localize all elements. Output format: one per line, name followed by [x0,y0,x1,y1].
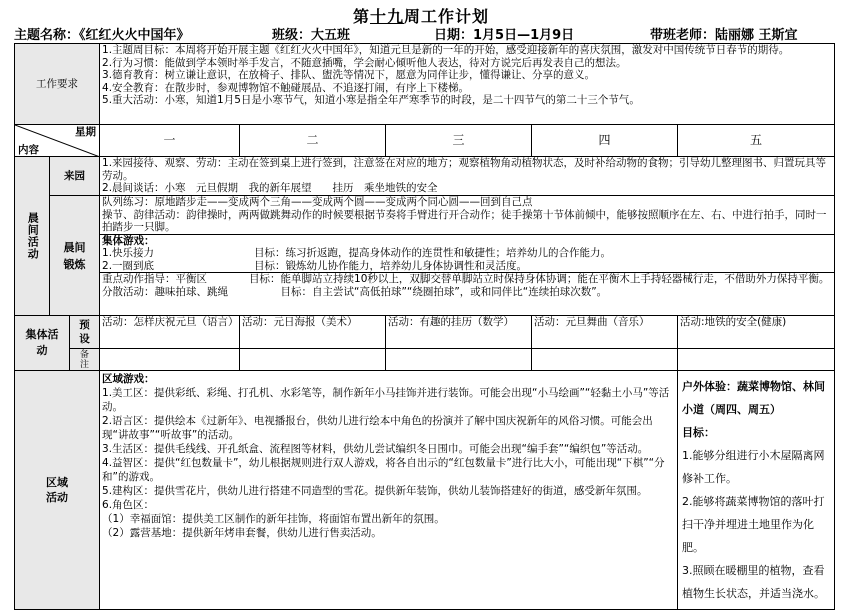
requirement-item: 2.行为习惯：能做到学本领时举手发言，不随意插嘴，学会耐心倾听他人表达，待对方说完后再发表自己的想法。 [102,56,627,69]
game-item: 2.一圈到底 目标：锻炼幼儿协作能力，培养幼儿身体协调性和灵活度。 [102,259,528,272]
outdoor-goal: 1.能够分组进行小木屋隔离网修补工作。 [682,449,825,485]
requirement-item: 3.德育教育：树立谦让意识，在放椅子、排队、盥洗等情况下，愿意为同伴让步，懂得谦让、分享的意义。 [102,69,596,81]
dispersed-activity: 分散活动：趣味拍球、跳绳 目标：自主尝试“高低拍球”“绕圈拍球”，或和同伴比“连续拍球次数”。 [102,285,608,298]
note-wednesday [386,349,532,371]
group-activity-row [15,316,835,349]
area-item: 6.角色区： [102,499,155,511]
class-name: 班级：大五班 [272,28,351,43]
outdoor-goal: 2.能够将蔬菜博物馆的落叶打扫干净并埋进土地里作为化肥。 [682,495,825,554]
outdoor-goal: 3.照顾在暖棚里的植物，查看植物生长状态，并适当浇水。 [682,564,826,600]
activity-wednesday: 活动：有趣的挂历（数学） [386,316,532,349]
note-tuesday [240,349,386,371]
work-requirements-row [15,44,835,125]
header-row [14,24,834,42]
requirement-item: 5.重大活动：小寒，知道1月5日是小寒节气，知道小寒是指全年严寒季节的时段，是二十四节气的第二十三个节气。 [102,94,640,106]
date-range: 日期：1月5日—1月9日 [434,28,575,43]
activity-friday: 活动:地铁的安全(健康) [678,316,835,349]
activity-thursday: 活动：元旦舞曲（音乐） [532,316,678,349]
activity-tuesday: 活动：元日海报（美术） [240,316,386,349]
morning-exercise-row-2 [15,234,835,273]
rhythm-activity: 操节、韵律活动：韵律操时，两两做跳舞动作的时候要根据节奏将手臂进行开合动作；徒手操第十节体前倾中，能够按照顺序在左、右、中进行拍手，同时一拍踏步一只脚。 [102,208,827,233]
arrival-item: 1.来园接待、观察、劳动：主动在签到桌上进行签到，注意签在对应的地方；观察植物角动植物状态，及时补给动物的食物；引导幼儿整理图书、归置玩具等劳动。 [102,157,827,182]
page-title: 第十九周工作计划 [352,7,490,26]
note-monday [100,349,240,371]
formation-practice: 队列练习：原地踏步走——变成两个三角——变成两个圆——变成两个同心圆——回到自己点 [102,196,533,208]
requirement-item: 1.主题周目标：本周将开始开展主题《红红火火中国年》，知道元旦是新的一年的开始，感受迎接新年的喜庆氛围，激发对中国传统节日春节的期待。 [102,44,790,56]
teachers: 带班老师：陆丽娜 王斯宜 [650,28,798,43]
area-item: （1）幸福面馆：提供美工区制作的新年挂饰，将面馆布置出新年的氛围。 [102,513,445,525]
day-wednesday: 三 [386,125,532,157]
morning-arrival-row [15,157,835,196]
area-item: （2）露营基地：提供新年烤串套餐，供幼儿进行售卖活动。 [102,527,382,539]
area-item: 1.美工区：提供彩纸、彩绳、打孔机、水彩笔等，制作新年小马挂饰并进行装饰。可能会出现“小马绘画”“轻黏土小马”等活动。 [102,387,670,413]
content-label: 内容 [18,143,39,156]
morning-exercise-row-1 [15,196,835,235]
exercise-formation-rhythm [100,196,835,235]
note-friday [678,349,835,371]
game-item: 1.快乐接力 目标：练习折返跑，提高身体动作的连贯性和敏捷性；培养幼儿的合作能力。 [102,247,612,259]
arrival-item: 2.晨间谈话：小寒 元旦假期 我的新年展望 挂历 乘坐地铁的安全 [102,182,438,194]
work-requirements-content [100,44,835,125]
day-tuesday: 二 [240,125,386,157]
area-item: 4.益智区：提供“红包数量卡”，幼儿根据规则进行双人游戏，将各自出示的“红包数量卡”进行比大小，可能出现“下棋”“分和”的游戏。 [102,457,665,483]
activity-monday: 活动：怎样庆祝元旦（语言） [100,316,240,349]
area-activity-row [15,371,835,610]
plan-label: 预设 [70,316,100,349]
arrival-content [100,157,835,196]
morning-activity-label: 晨间活动 [15,157,50,316]
area-games-content [100,371,678,610]
day-header-row [15,125,835,157]
group-games [100,234,835,273]
weekly-plan-table [14,43,835,610]
work-requirements-label: 工作要求 [15,44,100,125]
focus-guidance: 重点动作指导：平衡区 目标：能单脚站立持续10秒以上，双脚交替单脚站立时保持身体协调；能在平衡木上手持轻器械行走，不借助外力保持平衡。 [102,273,830,285]
day-thursday: 四 [532,125,678,157]
arrival-label: 来园 [50,157,100,196]
area-item: 3.生活区：提供毛线线、开孔纸盒、流程图等材料，供幼儿尝试编织冬日围巾。可能会出现“编手套”“编织包”等活动。 [102,443,649,455]
games-title: 集体游戏： [102,234,155,247]
area-activity-label: 区域活动 [15,371,100,610]
area-games-title: 区域游戏： [102,373,155,385]
goal-title: 目标： [682,426,716,439]
outdoor-title: 户外体验：蔬菜博物馆、林间小道（周四、周五） [682,380,826,416]
theme-name: 主题名称：《红红火火中国年》 [14,28,190,43]
group-note-row [15,349,835,371]
morning-exercise-row-3 [15,273,835,316]
note-thursday [532,349,678,371]
note-label: 备注 [70,349,100,371]
area-item: 5.建构区：提供雪花片，供幼儿进行搭建不同造型的雪花。提供新年装饰，供幼儿装饰搭建好的街道，感受新年氛围。 [102,485,648,497]
outdoor-experience [678,371,835,610]
day-friday: 五 [678,125,835,157]
day-monday: 一 [100,125,240,157]
group-activity-label: 集体活动 [15,316,70,371]
star-label: 星期 [75,126,97,138]
focus-and-zones [100,273,835,316]
area-item: 2.语言区：提供绘本《过新年》、电视播报台，供幼儿进行绘本中角色的扮演并了解中国庆祝新年的风俗习惯。可能会出现“讲故事”“听故事”的活动。 [102,415,653,441]
exercise-label: 晨间锻炼 [50,196,100,316]
day-content-diagonal-cell [15,125,100,157]
requirement-item: 4.安全教育：在散步时，参观博物馆不触碰展品、不追逐打闹，有序上下楼梯。 [102,81,470,94]
